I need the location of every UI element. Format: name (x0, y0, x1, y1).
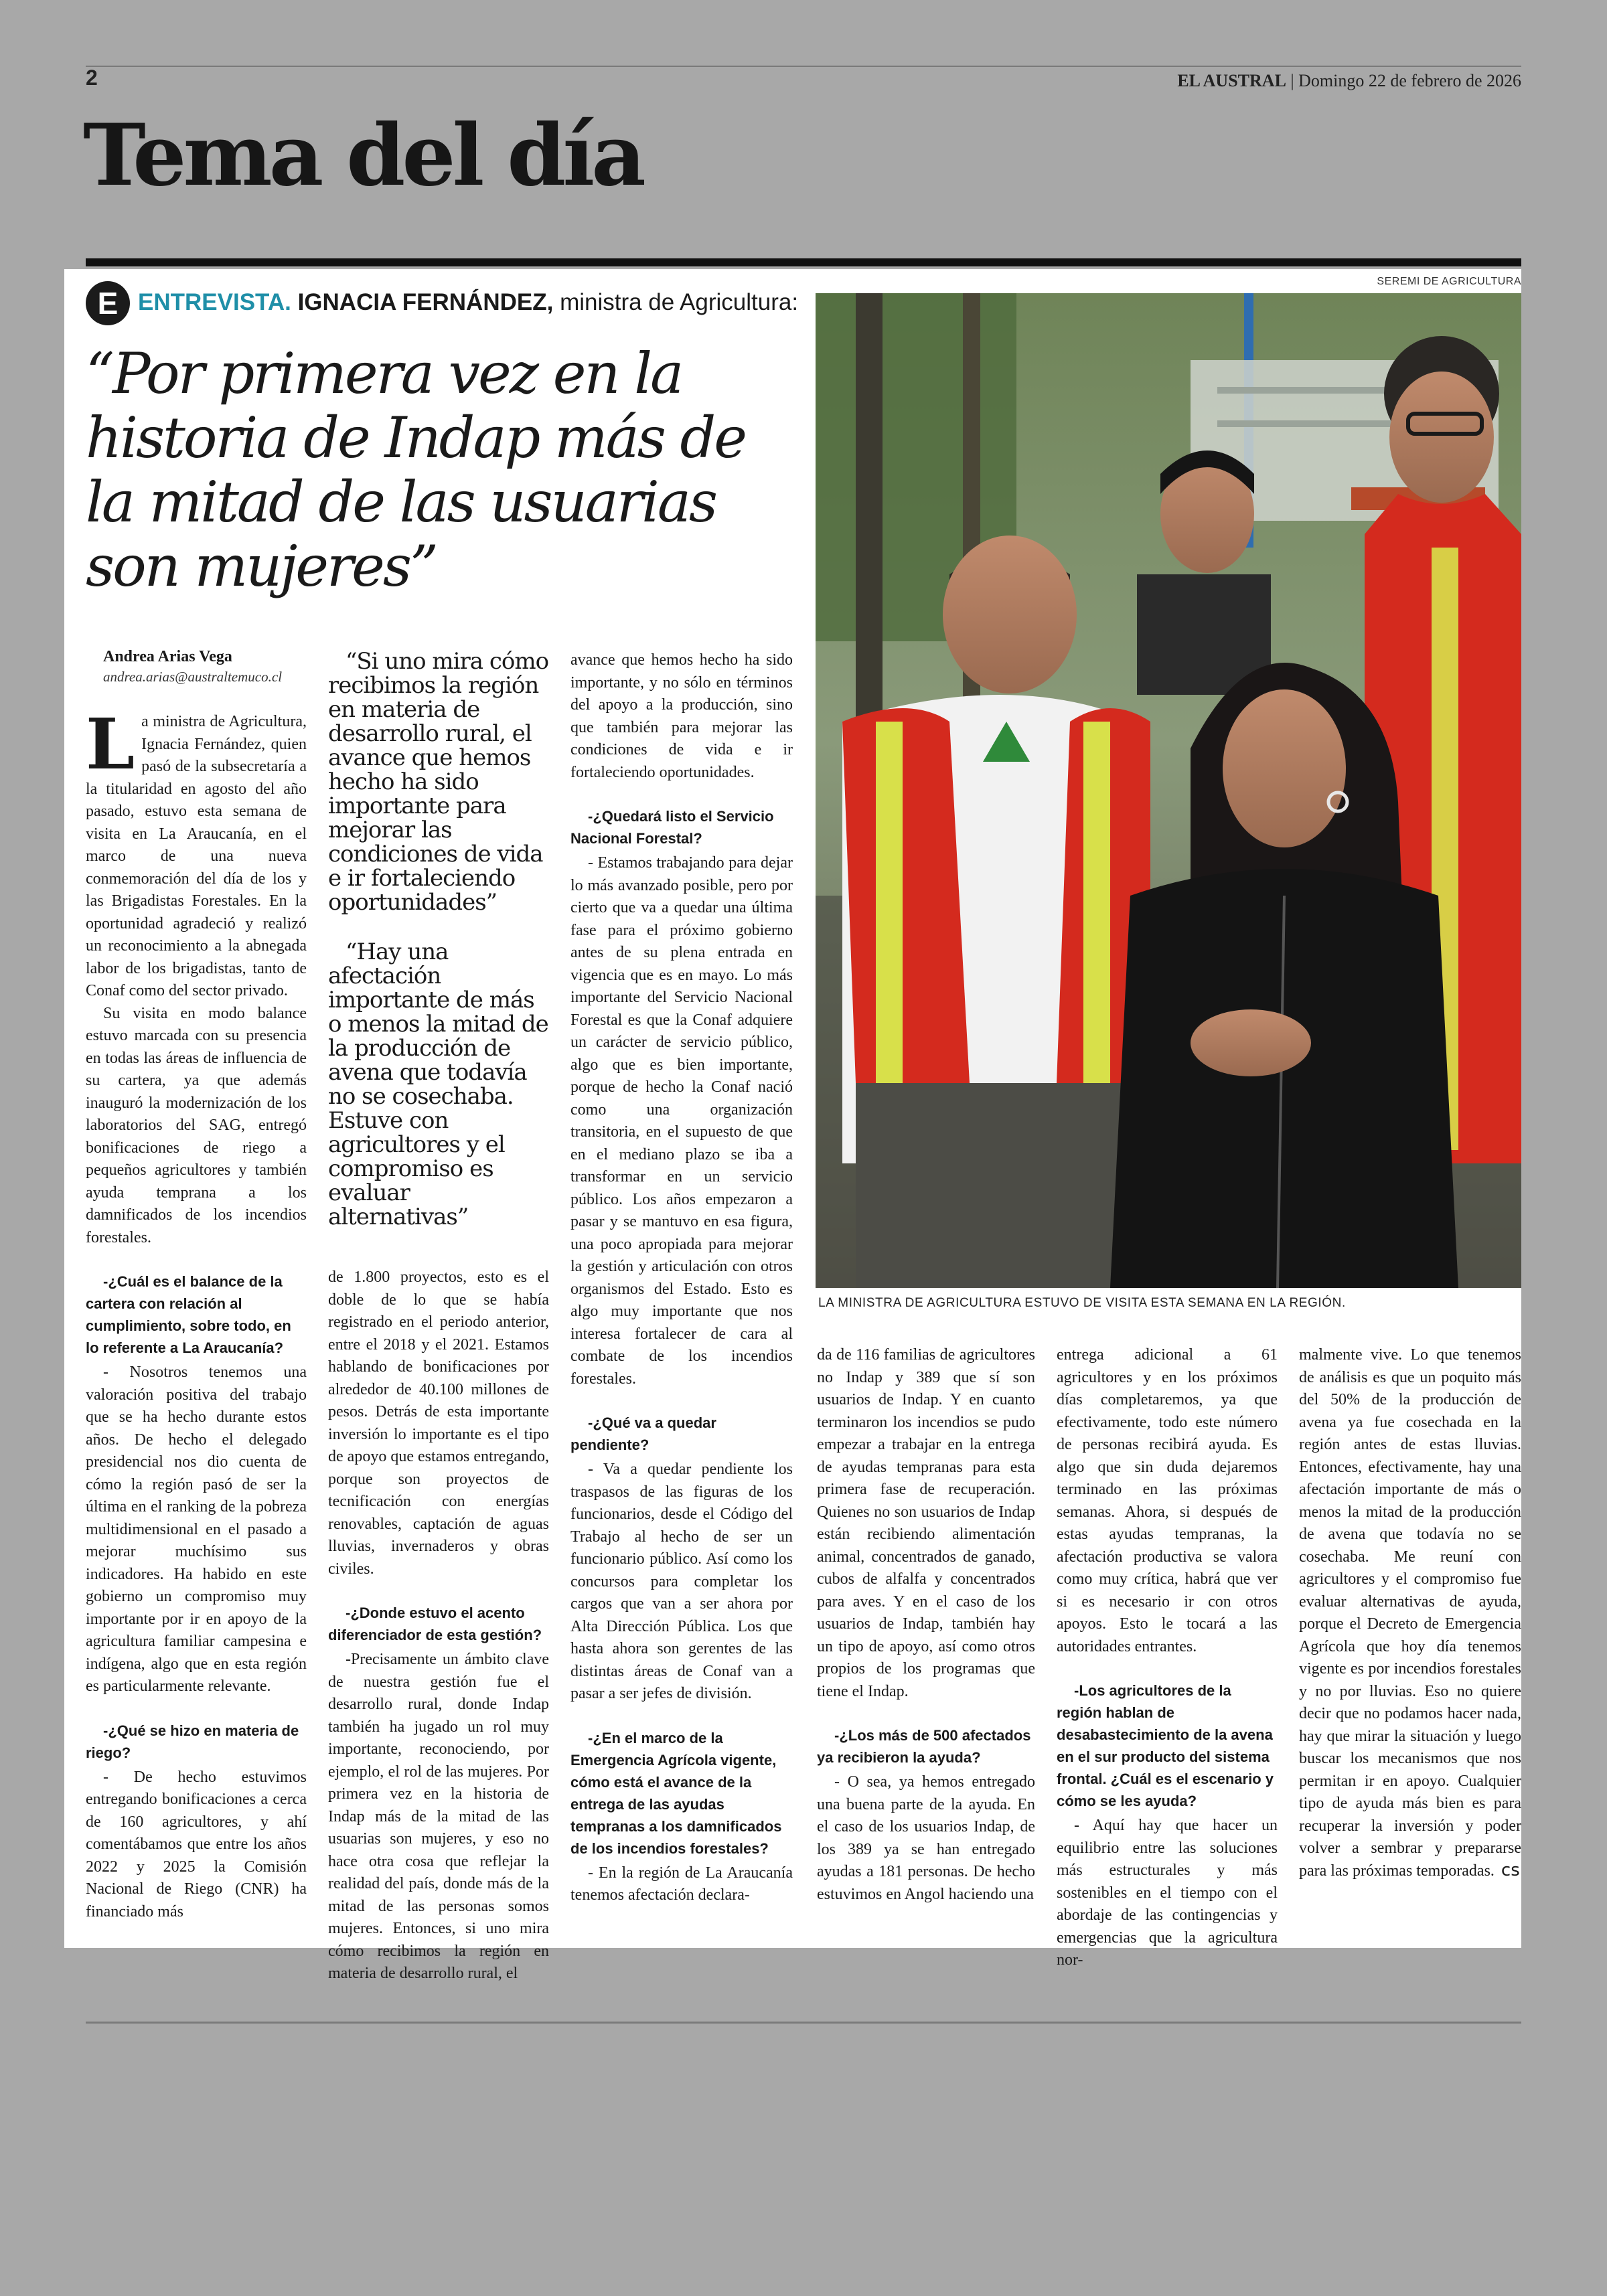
answer: - En la región de La Araucanía tenemos afectación declara- (570, 1864, 793, 1904)
answer: - O sea, ya hemos entregado una buena parte de la ayuda. En el caso de los usuarios Indap, de los 389 ya se han entregado ayudas a 181 personas. De hecho estuvimos en Angol haciendo una (817, 1773, 1035, 1903)
column-3 (570, 649, 793, 1907)
byline-name: Andrea Arias Vega (103, 648, 232, 665)
entrevista-badge: E (86, 281, 130, 325)
question: -¿Donde estuvo el acento diferenciador de esta gestión? (328, 1605, 542, 1643)
closing-text: malmente vive. Lo que tenemos de análisis es que un poquito más del 50% de la producción de avena ya fue cosechada en la región antes de estas lluvias. Entonces, efectivamente, hay una afectación importante de más o menos la mitad de la producción de avena que todavía no se cosechaba. Me reuní con agricultores y el compromiso fue evaluar alternativas de ayuda, porque el Decreto de Emergencia Agrícola que hoy día tenemos vigente es por incendios forestales y no por lluvias. Eso no quiere decir que no podamos hacer nada, hay que mirar la situación y luego buscar los mecanismos que nos permitan ir en apoyo. Cualquier tipo de ayuda más bien es para recuperar la inversión y poder volver a sembrar y prepararse para las próximas temporadas. (1299, 1346, 1521, 1880)
column-5 (1057, 1344, 1278, 1972)
masthead-separator: | (1290, 71, 1294, 90)
reflective-stripe (876, 722, 903, 1083)
question: -Los agricultores de la región hablan de desabastecimiento de la avena en el sur producto del sistema frontal. ¿Cuál es el escenario y cómo se les ayuda? (1057, 1682, 1274, 1809)
answer: - Aquí hay que hacer un equilibrio entre las soluciones más estructurales y más sostenibles en el tiempo con el abordaje de las contingencias y emergencias que la agricultura nor- (1057, 1817, 1278, 1969)
headline: “Por primera vez en la historia de Indap más de la mitad de las usuarias son mujeres” (86, 341, 746, 599)
question: -¿Qué va a quedar pendiente? (570, 1414, 716, 1453)
tree-trunk (963, 293, 980, 762)
paragraph: da de 116 familias de agricultores no Indap y 389 que sí son usuarios de Indap. Y en cuanto terminaron los incendios se pudo empezar a trabajar en la entrega de ayudas tempranas para esta primera fase de recuperación. Quienes no son usuarios de Indap están recibiendo alimentación animal, concentrados de ganado, cubos de alfalfa y concentrados para aves. Y en el caso de los usuarios de Indap, también hay un tipo de apoyo, así como otros propios de los programas que tiene el Indap. (817, 1346, 1035, 1700)
masthead-brand: EL AUSTRAL (1177, 71, 1286, 90)
person-face (1389, 372, 1494, 503)
person-face (943, 536, 1077, 693)
red-vest (842, 708, 970, 1083)
top-rule (86, 66, 1521, 67)
column-1 (86, 648, 307, 1923)
article-photo (816, 293, 1521, 1288)
kicker (138, 289, 798, 316)
kicker-role: ministra de Agricultura: (560, 289, 799, 315)
answer: - Estamos trabajando para dejar lo más avanzado posible, pero por cierto que va a quedar una última fase para el próximo gobierno antes de su plena entrada en vigencia que es en mayo. Lo más importante del Servicio Nacional Forestal es que la Conaf adquiere un carácter de servicio público, algo que es bien importante, porque de hecho la Conaf nació como una organización transitoria, en el supuesto de que en el mediano plazo se iba a transformar en un servicio público. Los años empezaron a pasar y se mantuvo en esa figura, una poco apropiada para mejorar la gestión y articulación con otros organismos del Estado. Esto es algo muy importante que nos interesa fortalecer de cara al combate de los incendios forestales. (570, 854, 793, 1388)
kicker-label: ENTREVISTA. (138, 289, 291, 315)
paragraph: de 1.800 proyectos, esto es el doble de lo que se había registrado en el periodo anterior, entre el 2018 y el 2021. Estamos hablando de bonificaciones por alrededor de 40.100 millones de pesos. Detrás de esta importante inversión lo importante es el tipo de apoyo que estamos entregando, porque son proyectos de tecnificación con energías renovables, captación de aguas lluvias, invernaderos y obras civiles. (328, 1268, 549, 1578)
paragraph: Su visita en modo balance estuvo marcada con su presencia en todas las áreas de influencia de su cartera, ya que además inauguró la modernización de los laboratorios del SAG, entregó bonificaciones de riego a pequeños agricultores y también ayuda temprana a los damnificados de los incendios forestales. (86, 1004, 307, 1246)
kicker-name: IGNACIA FERNÁNDEZ, (297, 289, 554, 315)
answer: -Precisamente un ámbito clave de nuestra gestión fue el desarrollo rural, donde Indap también ha jugado un rol muy importante, reconociendo, por ejemplo, el rol de las mujeres. Por primera vez en la historia de Indap más de la mitad de las usuarias son mujeres, y eso no hace otra cosa que reflejar la realidad del país, donde más de la mitad de las personas somos mujeres. Entonces, si uno mira cómo recibimos la región en materia de desarrollo rural, el (328, 1651, 549, 1982)
reflective-stripe (1083, 722, 1110, 1083)
section-divider (86, 258, 1521, 266)
section-title: Tema del día (83, 106, 643, 205)
paragraph: avance que hemos hecho ha sido importante, y no sólo en términos del apoyo a la producción, sino que también para mejorar las condiciones de vida e ir fortaleciendo oportunidades. (570, 651, 793, 781)
page-number: 2 (86, 66, 98, 90)
question: -¿En el marco de la Emergencia Agrícola vigente, cómo está el avance de la entrega de las ayudas tempranas a los damnificados de los incendios forestales? (570, 1729, 782, 1857)
masthead-date: Domingo 22 de febrero de 2026 (1298, 71, 1521, 90)
gray-trousers (856, 1083, 1150, 1288)
question: -¿Qué se hizo en materia de riego? (86, 1722, 299, 1761)
railing (1217, 420, 1418, 427)
byline-email: andrea.arias@australtemuco.cl (103, 669, 283, 685)
answer: - Va a quedar pendiente los traspasos de las figuras de los funcionarios, desde el Código del Trabajo al hecho de ser un funcionario público. Así como los concursos para completar los cargos que van a ser ahora por Alta Dirección Pública. Los que hasta ahora son gerentes de las distintas áreas de Conaf van a pasar a ser jefes de división. (570, 1461, 793, 1702)
column-6 (1299, 1344, 1521, 1882)
drop-cap: L (86, 703, 135, 785)
clasped-hands (1191, 1009, 1311, 1076)
end-mark-icon: cs (1501, 1860, 1520, 1880)
column-2 (328, 649, 549, 1985)
paragraph: entrega adicional a 61 agricultores y en los próximos días completaremos, ya que efectivamente, todo este número de personas recibirá ayuda. Es algo que sin duda dejaremos terminado en las próximas semanas. Ahora, si después de estas ayudas tempranas, la afectación productiva se valora como muy crítica, habrá que ver si es necesario ir con otros apoyos. Esto le tocará a las autoridades entrantes. (1057, 1346, 1278, 1655)
photo-credit: SEREMI DE AGRICULTURA (1377, 276, 1521, 287)
question: -¿Cuál es el balance de la cartera con relación al cumplimiento, sobre todo, en lo referente a La Araucanía? (86, 1273, 291, 1356)
answer: - Nosotros tenemos una valoración positiva del trabajo que se ha hecho durante estos años. De hecho el delegado presidencial nos dio cuenta de cómo la región pasó de ser la última en el ranking de la pobreza multidimensional en el pasado a mejorar muchísimo sus indicadores. Ha habido en este gobierno un compromiso muy importante por ir en apoyo de la agricultura familiar campesina e indígena, algo que en esta región es particularmente relevante. (86, 1364, 307, 1695)
paragraph (1299, 1344, 1521, 1882)
photo-illustration (816, 293, 1521, 1288)
lead-paragraph (86, 703, 307, 1003)
bottom-rule (86, 2022, 1521, 2024)
pull-quote: “Si uno mira cómo recibimos la región en materia de desarrollo rural, el avance que hemos hecho ha sido importante para mejorar las condiciones de vida e ir fortaleciendo oportunidades” (328, 648, 549, 916)
answer: - De hecho estuvimos entregando bonificaciones a cerca de 160 agricultores, y ahí comentábamos que entre los años 2022 y 2025 la Comisión Nacional de Riego (CNR) ha financiado más (86, 1768, 307, 1920)
masthead (1177, 71, 1521, 91)
question: -¿Los más de 500 afectados ya recibieron la ayuda? (817, 1727, 1031, 1766)
pull-quote: “Hay una afectación importante de más o menos la mitad de la producción de avena que todavía no se cosechaba. Estuve con agricultores y el compromiso es evaluar alternativas” (328, 938, 548, 1230)
question: -¿Quedará listo el Servicio Nacional Forestal? (570, 808, 774, 847)
lead-text: a ministra de Agricultura, Ignacia Fernández, quien pasó de la subsecretaría a la titularidad en agosto del año pasado, estuvo esta semana de visita en La Araucanía, en el marco de una nueva conmemoración del día de los y las Brigadistas Forestales. En la oportunidad agradeció y realizó un reconocimiento a la abnegada labor de los brigadistas, tanto de Conaf como del sector privado. (86, 713, 307, 999)
column-4 (817, 1344, 1035, 1906)
person-face (1223, 689, 1346, 847)
photo-caption: LA MINISTRA DE AGRICULTURA ESTUVO DE VISITA ESTA SEMANA EN LA REGIÓN. (818, 1296, 1346, 1310)
